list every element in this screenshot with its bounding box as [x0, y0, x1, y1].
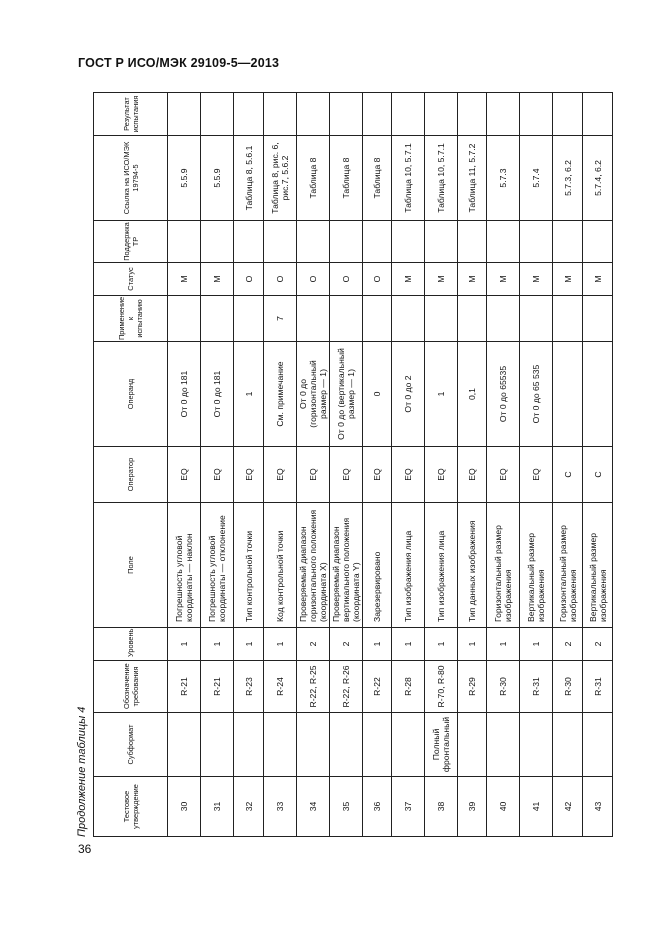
cell-requirement: R-30 [553, 661, 583, 713]
cell-operator: EQ [363, 447, 392, 503]
cell-tp-support [520, 221, 553, 263]
cell-tp-support [201, 221, 234, 263]
cell-tp-support [234, 221, 264, 263]
cell-requirement: R-24 [264, 661, 297, 713]
col-header-operand: Операнд [94, 342, 168, 447]
cell-requirement: R-22 [363, 661, 392, 713]
cell-subformat [264, 713, 297, 777]
document-header: ГОСТ Р ИСО/МЭК 29109-5—2013 [78, 56, 280, 70]
cell-status: M [425, 263, 458, 296]
cell-applicability [425, 296, 458, 342]
table-row [330, 93, 363, 837]
cell-level: 2 [553, 628, 583, 661]
cell-subformat [520, 713, 553, 777]
cell-tp-support [264, 221, 297, 263]
cell-requirement: R-30 [487, 661, 520, 713]
cell-result [201, 93, 234, 136]
cell-operator: EQ [487, 447, 520, 503]
cell-reference: Таблица 8 [363, 136, 392, 221]
cell-reference: 5.7.3 [487, 136, 520, 221]
cell-operand: См. примечание [264, 342, 297, 447]
cell-status: O [264, 263, 297, 296]
cell-field: Вертикальный размер изображения [583, 503, 613, 628]
cell-tp-support [583, 221, 613, 263]
cell-result [297, 93, 330, 136]
cell-reference: 5.5.9 [201, 136, 234, 221]
cell-field: Горизонтальный размер изображения [487, 503, 520, 628]
cell-status: O [297, 263, 330, 296]
cell-requirement: R-29 [458, 661, 487, 713]
cell-subformat [458, 713, 487, 777]
table-row [520, 93, 553, 837]
cell-status: M [487, 263, 520, 296]
cell-reference: Таблица 8, рис. 6, рис.7, 5.6.2 [264, 136, 297, 221]
cell-field: Тип изображения лица [392, 503, 425, 628]
cell-status: M [520, 263, 553, 296]
cell-requirement: R-22, R-26 [330, 661, 363, 713]
cell-operator: EQ [168, 447, 201, 503]
cell-operand: От 0 до 181 [168, 342, 201, 447]
cell-tp-support [330, 221, 363, 263]
cell-tp-support [168, 221, 201, 263]
cell-tp-support [297, 221, 330, 263]
cell-operator: EQ [330, 447, 363, 503]
cell-test-id: 30 [168, 777, 201, 837]
cell-field: Тип изображения лица [425, 503, 458, 628]
cell-field: Код контрольной точки [264, 503, 297, 628]
cell-operand: 1 [425, 342, 458, 447]
cell-reference: Таблица 10, 5.7.1 [425, 136, 458, 221]
cell-operand: От 0 до (вертикальный размер — 1) [330, 342, 363, 447]
cell-applicability [583, 296, 613, 342]
cell-level: 2 [330, 628, 363, 661]
cell-test-id: 31 [201, 777, 234, 837]
cell-result [458, 93, 487, 136]
cell-operator: EQ [264, 447, 297, 503]
col-header-requirement: Обозначение требования [94, 661, 168, 713]
cell-result [392, 93, 425, 136]
cell-operator: EQ [234, 447, 264, 503]
cell-status: M [583, 263, 613, 296]
cell-status: M [168, 263, 201, 296]
cell-operand: 1 [234, 342, 264, 447]
table-row [553, 93, 583, 837]
cell-subformat [234, 713, 264, 777]
rotated-table-area [76, 92, 608, 837]
cell-level: 1 [458, 628, 487, 661]
cell-subformat [297, 713, 330, 777]
cell-operand: 0 [363, 342, 392, 447]
cell-test-id: 33 [264, 777, 297, 837]
cell-status: M [553, 263, 583, 296]
cell-test-id: 43 [583, 777, 613, 837]
cell-status: O [330, 263, 363, 296]
cell-subformat [553, 713, 583, 777]
cell-subformat [168, 713, 201, 777]
table-row [583, 93, 613, 837]
cell-operand [583, 342, 613, 447]
cell-level: 1 [392, 628, 425, 661]
test-assertions-table [93, 92, 613, 837]
table-row [392, 93, 425, 837]
cell-requirement: R-31 [520, 661, 553, 713]
cell-level: 1 [234, 628, 264, 661]
cell-operand: От 0 до 2 [392, 342, 425, 447]
cell-field: Проверяемый диапазон горизонтального положения (координата X) [297, 503, 330, 628]
table-row [425, 93, 458, 837]
cell-test-id: 35 [330, 777, 363, 837]
table-row [264, 93, 297, 837]
col-header-operator: Оператор [94, 447, 168, 503]
cell-subformat [330, 713, 363, 777]
cell-subformat [363, 713, 392, 777]
cell-requirement: R-21 [168, 661, 201, 713]
cell-operator: EQ [520, 447, 553, 503]
cell-reference: 5.7.4 [520, 136, 553, 221]
cell-tp-support [458, 221, 487, 263]
cell-reference: Таблица 8 [297, 136, 330, 221]
col-header-reference: Ссылка на ИСО/МЭК 19794-5 [94, 136, 168, 221]
cell-requirement: R-23 [234, 661, 264, 713]
cell-subformat [487, 713, 520, 777]
cell-tp-support [363, 221, 392, 263]
cell-test-id: 36 [363, 777, 392, 837]
col-header-tp-support: Поддержка ТР [94, 221, 168, 263]
cell-subformat [392, 713, 425, 777]
table-body [168, 93, 613, 837]
cell-operand: От 0 до 65535 [487, 342, 520, 447]
cell-status: M [201, 263, 234, 296]
cell-requirement: R-21 [201, 661, 234, 713]
cell-requirement: R-28 [392, 661, 425, 713]
cell-field: Горизонтальный размер изображения [553, 503, 583, 628]
cell-level: 1 [201, 628, 234, 661]
cell-operator: EQ [458, 447, 487, 503]
table-caption: Продолжение таблицы 4 [76, 706, 88, 837]
table-row [363, 93, 392, 837]
cell-requirement: R-22, R-25 [297, 661, 330, 713]
cell-status: M [392, 263, 425, 296]
cell-applicability [201, 296, 234, 342]
cell-test-id: 32 [234, 777, 264, 837]
col-header-subformat: Субформат [94, 713, 168, 777]
cell-reference: Таблица 11, 5.7.2 [458, 136, 487, 221]
cell-reference: 5.7.3, 6.2 [553, 136, 583, 221]
cell-reference: Таблица 8 [330, 136, 363, 221]
cell-operator: EQ [392, 447, 425, 503]
cell-field: Зарезервировано [363, 503, 392, 628]
cell-operator: EQ [425, 447, 458, 503]
cell-field: Тип данных изображения [458, 503, 487, 628]
cell-tp-support [553, 221, 583, 263]
cell-tp-support [425, 221, 458, 263]
cell-applicability [363, 296, 392, 342]
cell-field: Вертикальный размер изображения [520, 503, 553, 628]
cell-applicability [297, 296, 330, 342]
cell-applicability [168, 296, 201, 342]
cell-subformat: Полный фронтальный [425, 713, 458, 777]
cell-test-id: 37 [392, 777, 425, 837]
col-header-status: Статус [94, 263, 168, 296]
cell-operand [553, 342, 583, 447]
cell-result [330, 93, 363, 136]
cell-result [363, 93, 392, 136]
cell-operator: C [583, 447, 613, 503]
cell-result [425, 93, 458, 136]
cell-operator: EQ [201, 447, 234, 503]
col-header-applicability: Применение к испытанию [94, 296, 168, 342]
cell-operator: C [553, 447, 583, 503]
col-header-level: Уровень [94, 628, 168, 661]
cell-reference: Таблица 8, 5.6.1 [234, 136, 264, 221]
cell-tp-support [392, 221, 425, 263]
cell-applicability [458, 296, 487, 342]
cell-result [520, 93, 553, 136]
cell-reference: Таблица 10, 5.7.1 [392, 136, 425, 221]
cell-test-id: 40 [487, 777, 520, 837]
col-header-field: Поле [94, 503, 168, 628]
cell-test-id: 42 [553, 777, 583, 837]
cell-level: 1 [264, 628, 297, 661]
cell-result [553, 93, 583, 136]
cell-applicability [520, 296, 553, 342]
cell-tp-support [487, 221, 520, 263]
cell-test-id: 41 [520, 777, 553, 837]
cell-test-id: 39 [458, 777, 487, 837]
cell-result [168, 93, 201, 136]
cell-applicability: 7 [264, 296, 297, 342]
cell-level: 1 [425, 628, 458, 661]
table-header-row [94, 93, 168, 837]
cell-requirement: R-31 [583, 661, 613, 713]
table-row [297, 93, 330, 837]
table-row [234, 93, 264, 837]
cell-status: O [234, 263, 264, 296]
cell-level: 1 [363, 628, 392, 661]
col-header-test-assertion: Тестовое утверждение [94, 777, 168, 837]
cell-field: Погрешность угловой координаты — наклон [168, 503, 201, 628]
cell-operand: От 0 до 65 535 [520, 342, 553, 447]
cell-requirement: R-70, R-80 [425, 661, 458, 713]
cell-level: 1 [487, 628, 520, 661]
cell-status: M [458, 263, 487, 296]
cell-reference: 5.7.4, 6.2 [583, 136, 613, 221]
cell-level: 1 [520, 628, 553, 661]
cell-field: Погрешность угловой координаты — отклонение [201, 503, 234, 628]
cell-level: 2 [583, 628, 613, 661]
cell-status: O [363, 263, 392, 296]
cell-applicability [330, 296, 363, 342]
cell-operand: От 0 до (горизонтальный размер — 1) [297, 342, 330, 447]
table-row [201, 93, 234, 837]
cell-result [234, 93, 264, 136]
cell-level: 2 [297, 628, 330, 661]
cell-applicability [234, 296, 264, 342]
table-row [487, 93, 520, 837]
cell-result [487, 93, 520, 136]
cell-operator: EQ [297, 447, 330, 503]
cell-subformat [583, 713, 613, 777]
cell-subformat [201, 713, 234, 777]
cell-result [264, 93, 297, 136]
cell-level: 1 [168, 628, 201, 661]
col-header-result: Результат испытания [94, 93, 168, 136]
cell-test-id: 34 [297, 777, 330, 837]
table-row [168, 93, 201, 837]
cell-reference: 5.5.9 [168, 136, 201, 221]
table-row [458, 93, 487, 837]
cell-applicability [487, 296, 520, 342]
cell-operand: От 0 до 181 [201, 342, 234, 447]
cell-result [583, 93, 613, 136]
cell-applicability [553, 296, 583, 342]
page-number: 36 [78, 842, 92, 856]
cell-applicability [392, 296, 425, 342]
cell-field: Проверяемый диапазон вертикального положения (координата Y) [330, 503, 363, 628]
cell-test-id: 38 [425, 777, 458, 837]
cell-operand: 0,1 [458, 342, 487, 447]
cell-field: Тип контрольной точки [234, 503, 264, 628]
